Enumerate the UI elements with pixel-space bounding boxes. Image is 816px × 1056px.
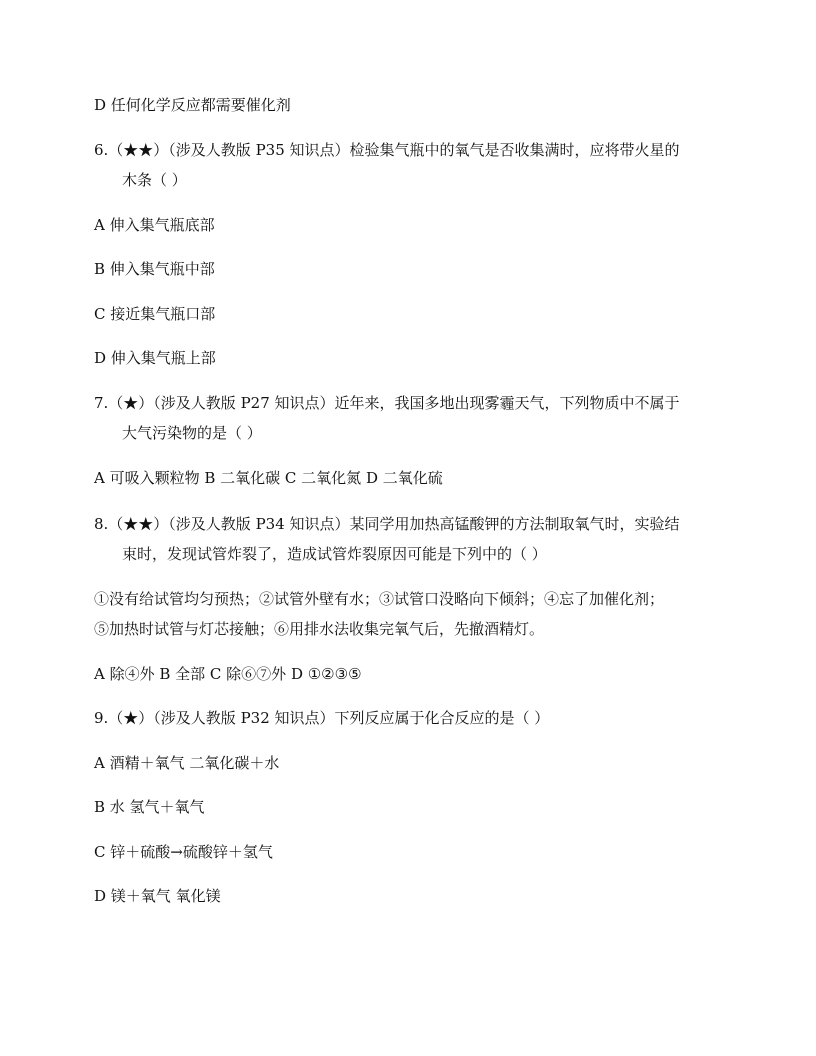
q8-options: A 除④外 B 全部 C 除⑥⑦外 D ①②③⑤	[94, 665, 362, 683]
q9-option-b: B 水 氢气＋氧气	[94, 798, 205, 816]
q7-options: A 可吸入颗粒物 B 二氧化碳 C 二氧化氮 D 二氧化硫	[94, 469, 443, 487]
q8-conditions-line2: ⑤加热时试管与灯芯接触；⑥用排水法收集完氧气后，先撤酒精灯。	[94, 620, 545, 638]
q6-stem-line1: 6.（★★）（涉及人教版 P35 知识点）检验集气瓶中的氧气是否收集满时，应将带火星的	[94, 141, 680, 159]
q9-option-d: D 镁＋氧气 氧化镁	[94, 887, 221, 905]
q6-stem-line2: 木条（ ）	[122, 171, 187, 189]
q5-option-d: D 任何化学反应都需要催化剂	[94, 96, 291, 114]
q9-option-a: A 酒精＋氧气 二氧化碳＋水	[94, 754, 280, 772]
q9-stem: 9.（★）（涉及人教版 P32 知识点）下列反应属于化合反应的是（ ）	[94, 709, 550, 727]
q8-stem-line1: 8.（★★）（涉及人教版 P34 知识点）某同学用加热高锰酸钾的方法制取氧气时，实验结	[94, 515, 680, 533]
q9-option-c: C 锌＋硫酸→硫酸锌＋氢气	[94, 843, 273, 861]
q8-conditions-line1: ①没有给试管均匀预热；②试管外壁有水；③试管口没略向下倾斜；④忘了加催化剂；	[94, 590, 665, 608]
q6-option-b: B 伸入集气瓶中部	[94, 260, 215, 278]
q7-stem-line1: 7.（★）（涉及人教版 P27 知识点）近年来，我国多地出现雾霾天气，下列物质中不属于	[94, 394, 680, 412]
q7-stem-line2: 大气污染物的是（ ）	[122, 424, 262, 442]
q6-option-d: D 伸入集气瓶上部	[94, 349, 216, 367]
q6-option-a: A 伸入集气瓶底部	[94, 216, 215, 234]
q6-option-c: C 接近集气瓶口部	[94, 305, 216, 323]
q8-stem-line2: 束时，发现试管炸裂了，造成试管炸裂原因可能是下列中的（ ）	[122, 545, 547, 563]
